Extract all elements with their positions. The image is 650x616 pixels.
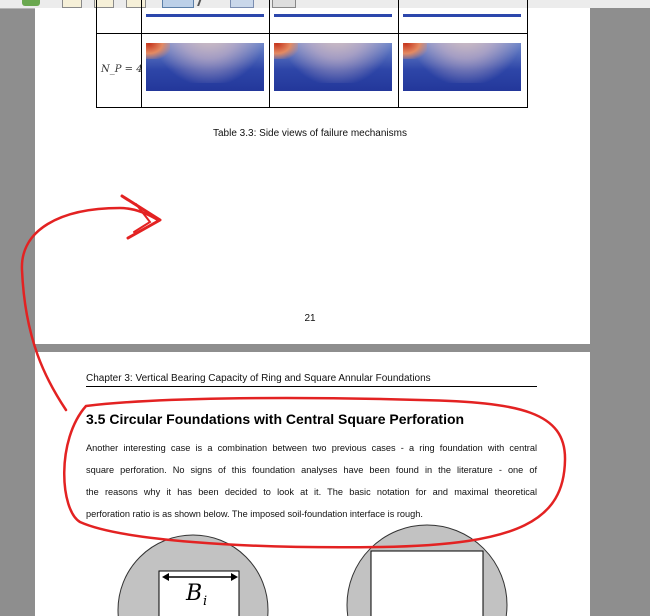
paragraph-line: Another interesting case is a combination between two previous cases - a ring foundation with central [86,443,537,453]
paragraph-line: square perforation. No signs of this foundation analyses have been found in the literature - one of [86,465,537,475]
paragraph-line: perforation ratio is as shown below. The imposed soil-foundation interface is rough. [86,509,423,519]
page-number: 21 [304,313,316,324]
table-row-label: N_P = 4 [101,64,143,75]
section-title: 3.5 Circular Foundations with Central Square Perforation [86,411,465,427]
dimension-label-subscript: i [203,594,208,609]
dimension-label-b: B [186,581,203,606]
running-header: Chapter 3: Vertical Bearing Capacity of Ring and Square Annular Foundations [86,373,431,384]
table-caption: Table 3.3: Side views of failure mechanisms [213,128,407,139]
paragraph-line: the reasons why it has been decided to look at it. The basic notation for and maximal theoretical [86,487,537,497]
square-perforation-right [371,551,483,616]
